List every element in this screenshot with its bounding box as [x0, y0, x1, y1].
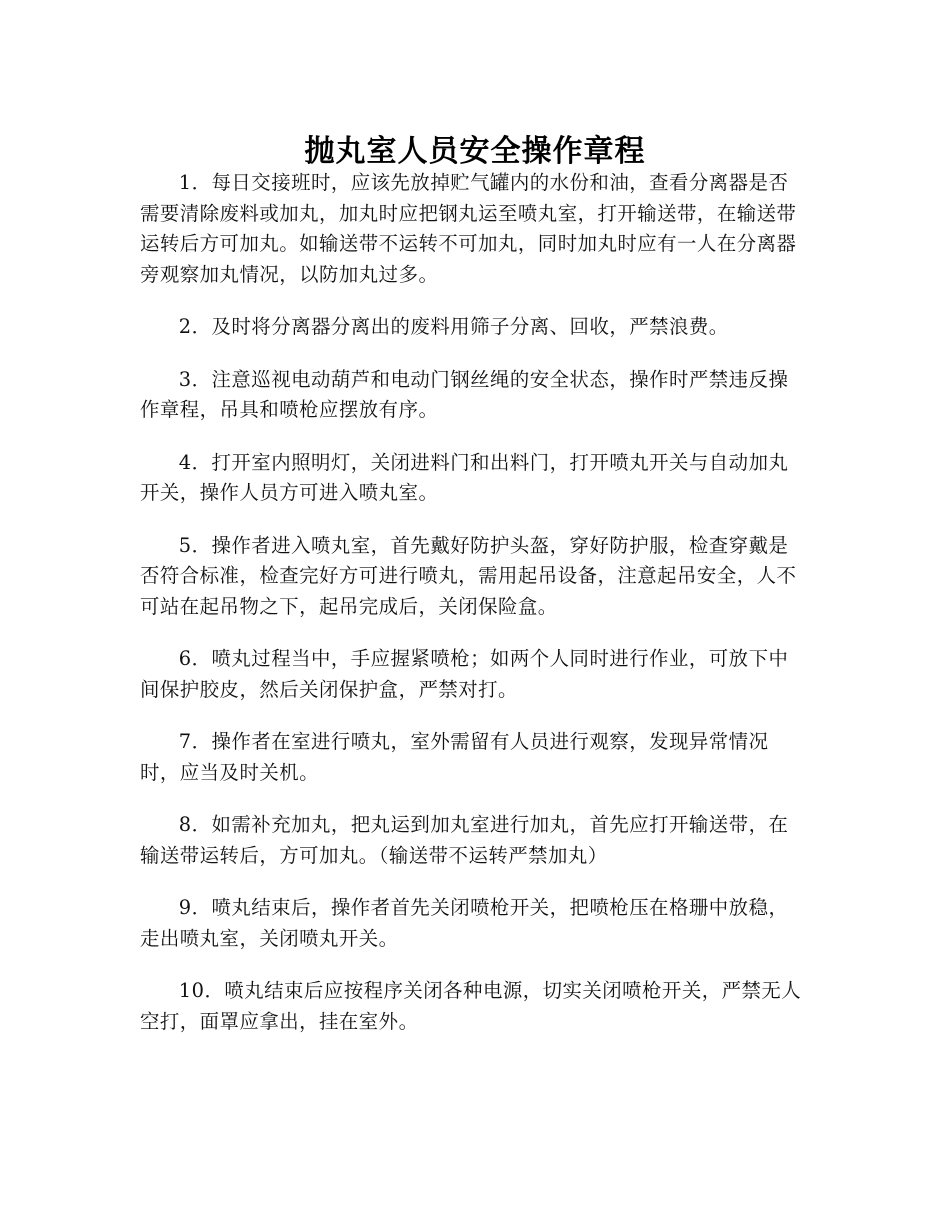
paragraph-8: 8．如需补充加丸，把丸运到加丸室进行加丸，首先应打开输送带，在输送带运转后，方可加丸。（输送带不运转严禁加丸）	[140, 813, 789, 867]
paragraph-2: 2．及时将分离器分离出的废料用筛子分离、回收，严禁浪费。	[178, 315, 729, 338]
document-body	[140, 168, 808, 1059]
paragraph-6: 6．喷丸过程当中，手应握紧喷枪；如两个人同时进行作业，可放下中间保护胶皮，然后关闭保护盒，严禁对打。	[140, 647, 789, 701]
paragraph-9: 9．喷丸结束后，操作者首先关闭喷枪开关，把喷枪压在格珊中放稳，走出喷丸室，关闭喷丸开关。	[140, 896, 789, 950]
paragraph-1: 1．每日交接班时，应该先放掉贮气罐内的水份和油，查看分离器是否需要清除废料或加丸，加丸时应把钢丸运至喷丸室，打开输送带，在输送带运转后方可加丸。如输送带不运转不可加丸，同时加丸时应有一人在分离器旁观察加丸情况，以防加丸过多。	[140, 171, 797, 286]
paragraph-4: 4．打开室内照明灯，关闭进料门和出料门，打开喷丸开关与自动加丸开关，操作人员方可进入喷丸室。	[140, 450, 789, 504]
paragraph-3: 3．注意巡视电动葫芦和电动门钢丝绳的安全状态，操作时严禁违反操作章程，吊具和喷枪应摆放有序。	[140, 367, 789, 421]
paragraph-7: 7．操作者在室进行喷丸，室外需留有人员进行观察，发现异常情况时，应当及时关机。	[140, 730, 769, 784]
document-title: 抛丸室人员安全操作章程	[304, 134, 646, 170]
paragraph-10: 10．喷丸结束后应按程序关闭各种电源，切实关闭喷枪开关，严禁无人空打，面罩应拿出，挂在室外。	[140, 979, 802, 1033]
paragraph-5: 5．操作者进入喷丸室，首先戴好防护头盔，穿好防护服，检查穿戴是否符合标准，检查完好方可进行喷丸，需用起吊设备，注意起吊安全，人不可站在起吊物之下，起吊完成后，关闭保险盒。	[140, 533, 797, 618]
